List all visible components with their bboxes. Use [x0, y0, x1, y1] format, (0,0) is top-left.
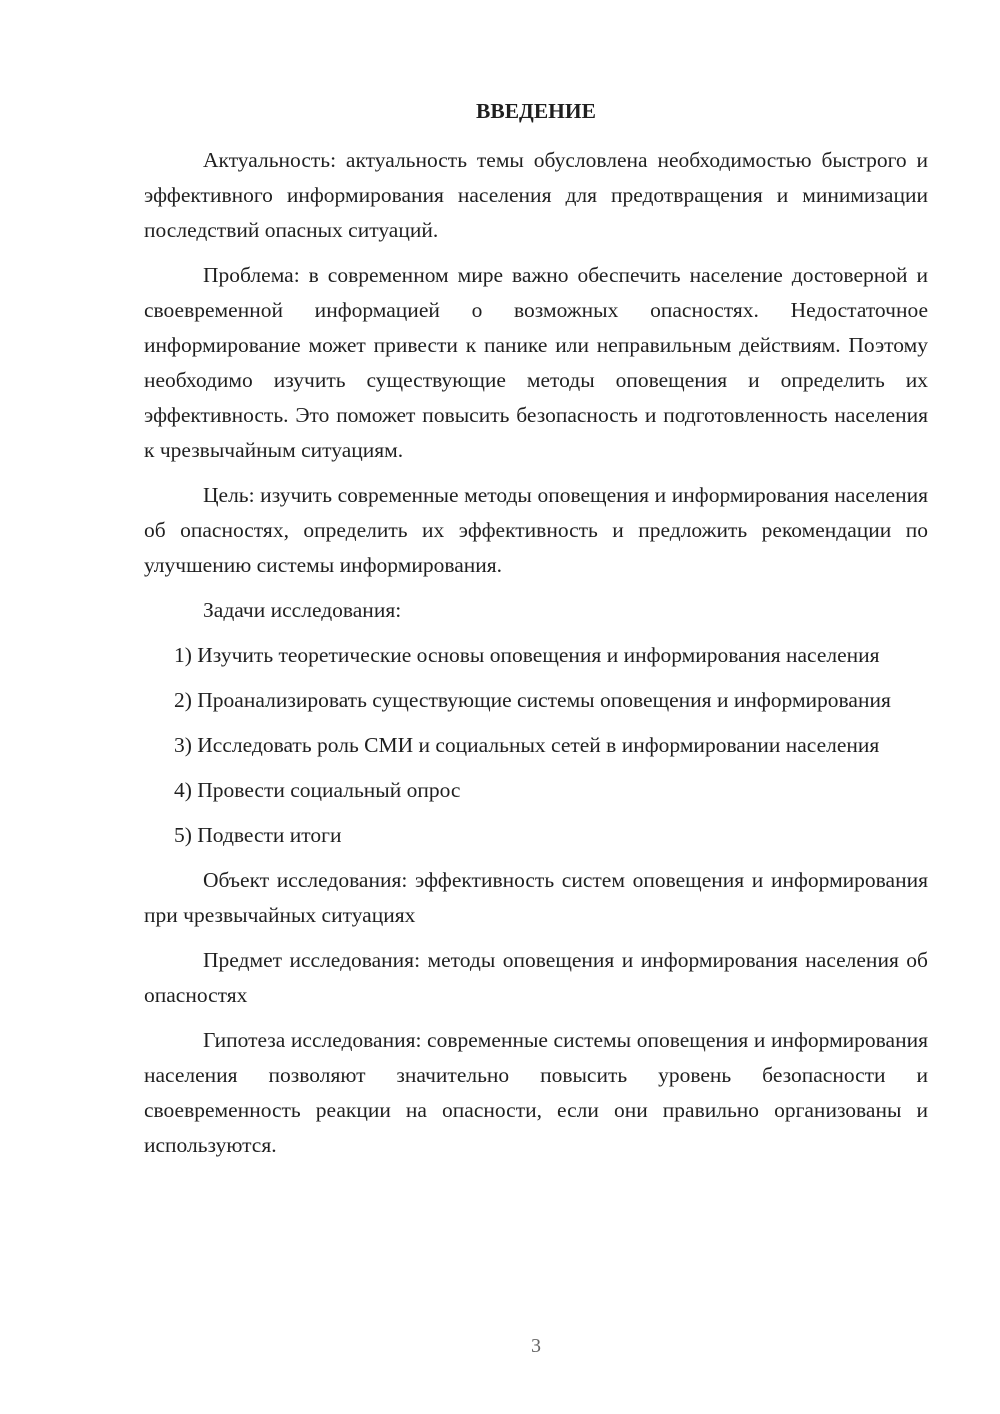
section-heading: ВВЕДЕНИЕ — [476, 99, 596, 123]
hypothesis-paragraph: Гипотеза исследования: современные системы оповещения и информирования населения позволяют значительно повысить уровень безопасности и своевременность реакции на опасности, если они правильно организованы и используются. — [144, 1028, 928, 1157]
relevance-paragraph: Актуальность: актуальность темы обусловлена необходимостью быстрого и эффективного информирования населения для предотвращения и минимизации последствий опасных ситуаций. — [144, 148, 928, 242]
task-item: 4) Провести социальный опрос — [174, 778, 461, 802]
subject-paragraph: Предмет исследования: методы оповещения и информирования населения об опасностях — [144, 948, 928, 1007]
tasks-title: Задачи исследования: — [203, 598, 402, 622]
problem-paragraph: Проблема: в современном мире важно обеспечить население достоверной и своевременной информацией о возможных опасностях. Недостаточное информирование может привести к панике или неправильным действиям. Поэтому необходимо изучить существующие методы оповещения и определить их эффективность. Это поможет повысить безопасность и подготовленность населения к чрезвычайным ситуациям. — [144, 263, 928, 462]
object-paragraph: Объект исследования: эффективность систем оповещения и информирования при чрезвычайных ситуациях — [144, 868, 928, 927]
page-number: 3 — [531, 1335, 541, 1357]
task-item: 3) Исследовать роль СМИ и социальных сетей в информировании населения — [174, 733, 880, 757]
goal-paragraph: Цель: изучить современные методы оповещения и информирования населения об опасностях, определить их эффективность и предложить рекомендации по улучшению системы информирования. — [144, 483, 928, 577]
document-body — [144, 94, 928, 1173]
task-item: 1) Изучить теоретические основы оповещения и информирования населения — [174, 643, 880, 667]
task-item: 5) Подвести итоги — [174, 823, 342, 847]
task-item: 2) Проанализировать существующие системы оповещения и информирования — [174, 688, 891, 712]
